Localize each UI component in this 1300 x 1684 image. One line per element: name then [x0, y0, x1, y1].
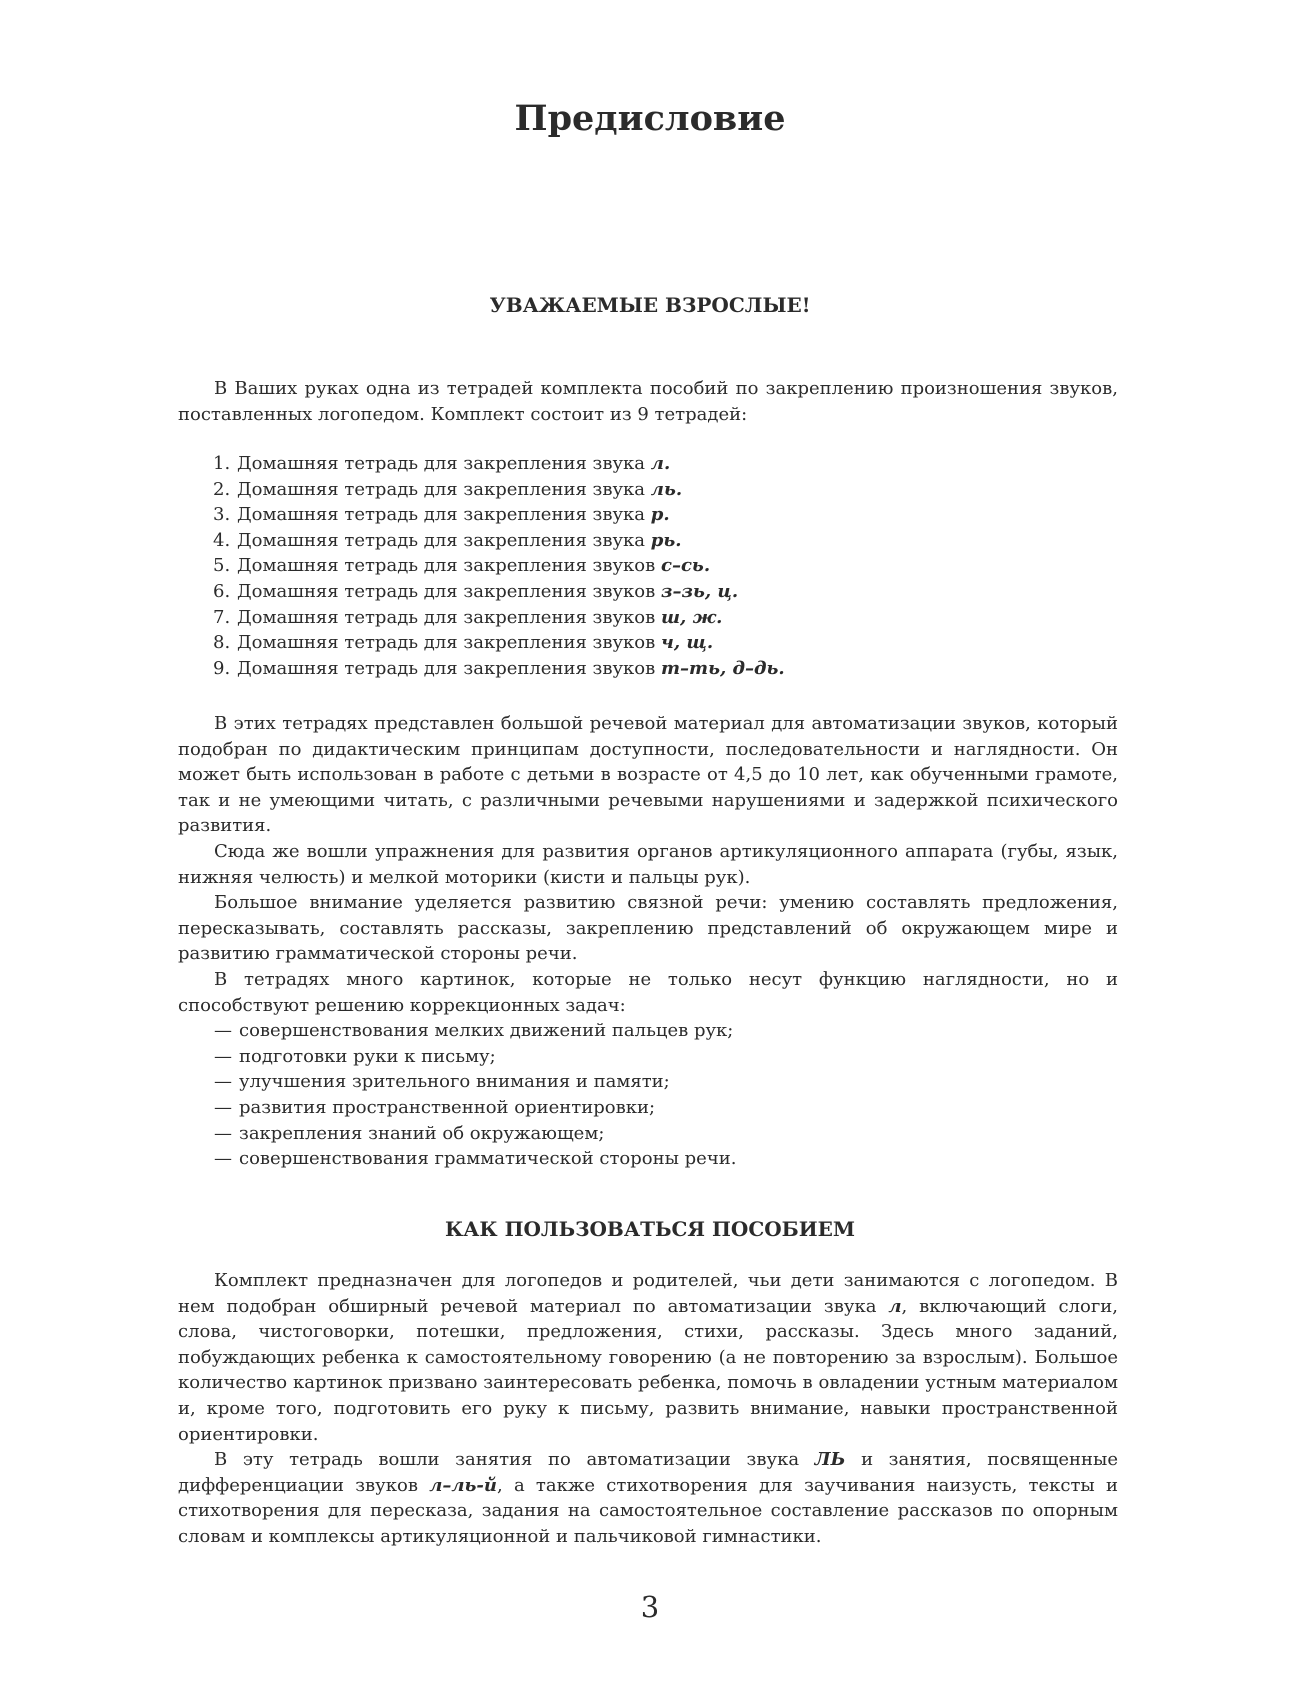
notebook-item-text: Домашняя тетрадь для закрепления звуков с–сь.: [237, 555, 711, 577]
task-item: [178, 1044, 1118, 1070]
dash-mark: —: [214, 1020, 232, 1042]
notebook-item-text: Домашняя тетрадь для закрепления звука л.: [237, 453, 671, 474]
notebook-item-text: Домашняя тетрадь для закрепления звуков з–зь, ц.: [237, 580, 739, 602]
notebook-item: [213, 579, 1073, 605]
notebook-item: [213, 502, 1073, 528]
howto-block: [178, 1268, 1118, 1550]
page-title: Предисловие: [514, 98, 786, 139]
notebook-item-number: 4.: [213, 529, 231, 551]
info-block: [178, 711, 1118, 1172]
task-item: [178, 1146, 1118, 1172]
notebook-item-text: Домашняя тетрадь для закрепления звука р.: [237, 504, 670, 526]
sound-label: л–ль-й: [429, 1474, 497, 1496]
task-item: [178, 1095, 1118, 1121]
task-text: улучшения зрительного внимания и памяти;: [239, 1071, 670, 1093]
task-text: совершенствования мелких движений пальцев рук;: [239, 1020, 734, 1042]
sound-label: ль: [650, 478, 676, 500]
notebook-item-number: 3.: [213, 504, 231, 526]
dash-mark: —: [214, 1071, 232, 1093]
notebook-item: [213, 656, 1073, 682]
notebook-item-text: Домашняя тетрадь для закрепления звуков ч, щ.: [237, 632, 714, 654]
dash-mark: —: [214, 1122, 232, 1144]
notebook-item: [213, 451, 1073, 477]
task-text: подготовки руки к письму;: [239, 1045, 496, 1067]
sound-label: ч, щ: [661, 632, 707, 654]
sound-label: р: [650, 504, 664, 526]
task-item: [178, 1121, 1118, 1147]
intro-block: [178, 376, 1118, 427]
sound-label: ЛЬ: [814, 1449, 846, 1471]
sound-label: рь: [650, 529, 676, 551]
body-paragraph: Большое внимание уделяется развитию связной речи: умению составлять предложения, пересказывать, составлять рассказы, закреплению представлений об окружающем мире и развитию грамматической стороны речи.: [178, 892, 1118, 965]
task-text: закрепления знаний об окружающем;: [239, 1122, 605, 1144]
dash-mark: —: [214, 1148, 232, 1170]
notebook-item: [213, 528, 1073, 554]
notebook-item-number: 6.: [213, 580, 231, 602]
intro-paragraph: В Ваших руках одна из тетрадей комплекта пособий по закреплению произношения звуков, поставленных логопедом. Комплект состоит из 9 тетрадей:: [178, 378, 1118, 425]
notebook-item-text: Домашняя тетрадь для закрепления звуков ш, ж.: [237, 606, 723, 628]
notebook-item-number: 7.: [213, 606, 231, 628]
notebook-item-number: 9.: [213, 657, 231, 679]
notebook-item-text: Домашняя тетрадь для закрепления звука рь.: [237, 529, 682, 551]
page-number: 3: [640, 1590, 660, 1624]
sound-label: с–сь: [661, 555, 704, 577]
notebook-item: [213, 477, 1073, 503]
section-heading-howto: КАК ПОЛЬЗОВАТЬСЯ ПОСОБИЕМ: [444, 1217, 856, 1241]
sound-label: л: [650, 453, 664, 474]
notebook-item-number: 5.: [213, 555, 231, 577]
task-list: [178, 1018, 1118, 1172]
body-paragraph: В этих тетрадях представлен большой речевой материал для автоматизации звуков, который подобран по дидактическим принципам доступности, последовательности и наглядности. Он может быть использован в работе с детьми в возрасте от 4,5 до 10 лет, как обученными грамоте, так и не умеющими читать, с различными речевыми нарушениями и задержкой психического развития.: [178, 713, 1118, 837]
notebook-item-text: Домашняя тетрадь для закрепления звука ль.: [237, 478, 683, 500]
notebook-item-text: Домашняя тетрадь для закрепления звуков т–ть, д–дь.: [237, 657, 785, 679]
dash-mark: —: [214, 1096, 232, 1118]
notebook-list: [213, 451, 1073, 681]
notebook-item: [213, 630, 1073, 656]
notebook-item-number: 8.: [213, 632, 231, 654]
task-item: [178, 1018, 1118, 1044]
sound-label: т–ть, д–дь: [661, 657, 779, 679]
howto-paragraph-1: Комплект предназначен для логопедов и родителей, чьи дети занимаются с логопедом. В нем подобран обширный речевой материал по автоматизации звука л, включающий слоги, слова, чистоговорки, потешки, предложения, стихи, рассказы. Здесь много заданий, побуждающих ребенка к самостоятельному говорению (а не повторению за взрослым). Большое количество картинок призвано заинтересовать ребенка, помочь в овладении устным материалом и, кроме того, подготовить его руку к письму, развить внимание, навыки пространственной ориентировки.: [178, 1270, 1118, 1445]
sound-label: ш, ж: [661, 606, 717, 628]
task-text: совершенствования грамматической стороны речи.: [239, 1148, 737, 1170]
sound-label: л: [888, 1295, 902, 1317]
task-item: [178, 1069, 1118, 1095]
notebook-item: [213, 605, 1073, 631]
body-paragraph: В тетрадях много картинок, которые не только несут функцию наглядности, но и способствуют решению коррекционных задач:: [178, 968, 1118, 1016]
section-heading-adults: УВАЖАЕМЫЕ ВЗРОСЛЫЕ!: [489, 293, 811, 317]
sound-label: з–зь, ц: [661, 580, 732, 602]
body-paragraph: Сюда же вошли упражнения для развития органов артикуляционного аппарата (губы, язык, нижняя челюсть) и мелкой моторики (кисти и пальцы рук).: [178, 840, 1118, 888]
dash-mark: —: [214, 1045, 232, 1067]
howto-paragraph-2: В эту тетрадь вошли занятия по автоматизации звука ЛЬ и занятия, посвященные дифференциации звуков л–ль-й, а также стихотворения для заучивания наизусть, тексты и стихотворения для пересказа, задания на самостоятельное составление рассказов по опорным словам и комплексы артикуляционной и пальчиковой гимнастики.: [178, 1449, 1118, 1547]
notebook-item-number: 1.: [213, 453, 231, 474]
task-text: развития пространственной ориентировки;: [239, 1096, 656, 1118]
notebook-item-number: 2.: [213, 478, 231, 500]
notebook-item: [213, 553, 1073, 579]
